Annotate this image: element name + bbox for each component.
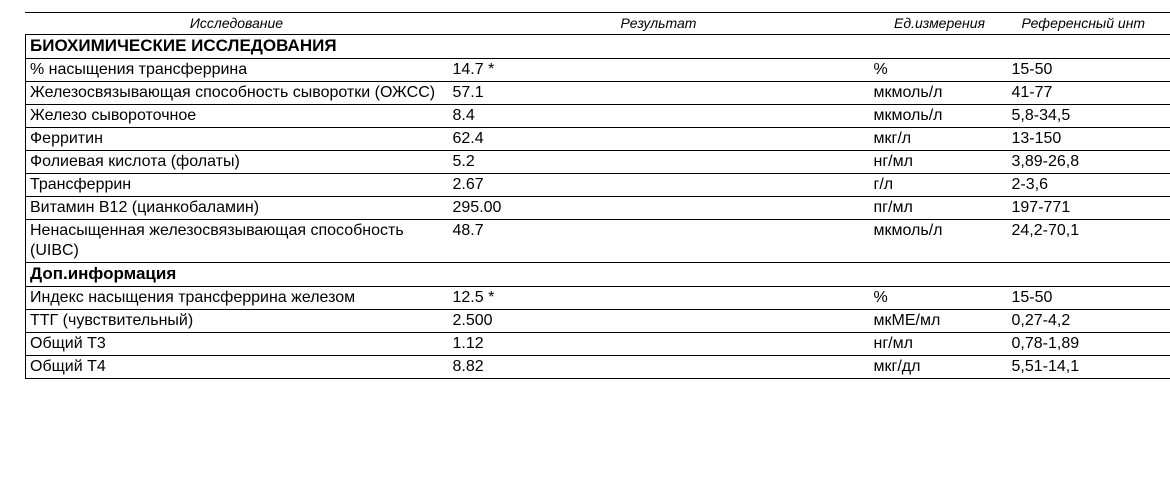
- reference-cell: 13-150: [1010, 128, 1170, 151]
- table-row: [26, 333, 1170, 356]
- section-title: БИОХИМИЧЕСКИЕ ИССЛЕДОВАНИЯ: [26, 35, 1170, 59]
- table-row: [26, 105, 1170, 128]
- section-header-row: [26, 263, 1170, 287]
- table-row: [26, 82, 1170, 105]
- reference-cell: 0,78-1,89: [1010, 333, 1170, 356]
- table-row: [26, 220, 1170, 263]
- section-header-row: [26, 35, 1170, 59]
- result-cell: 12.5 *: [448, 287, 870, 310]
- unit-cell: мкмоль/л: [870, 82, 1010, 105]
- reference-cell: 2-3,6: [1010, 174, 1170, 197]
- header-row: [26, 13, 1170, 35]
- result-cell: 5.2: [448, 151, 870, 174]
- reference-cell: 15-50: [1010, 59, 1170, 82]
- reference-cell: 5,51-14,1: [1010, 356, 1170, 379]
- unit-cell: мкг/дл: [870, 356, 1010, 379]
- test-name-cell: Индекс насыщения трансферрина железом: [26, 287, 448, 310]
- unit-cell: мкмоль/л: [870, 220, 1010, 263]
- table-row: [26, 310, 1170, 333]
- test-name-cell: Ферритин: [26, 128, 448, 151]
- header-reference: Референсный инт: [1010, 13, 1170, 35]
- reference-cell: 197-771: [1010, 197, 1170, 220]
- test-name-cell: Железосвязывающая способность сыворотки (ОЖСС): [26, 82, 448, 105]
- reference-cell: 24,2-70,1: [1010, 220, 1170, 263]
- table-row: [26, 287, 1170, 310]
- header-result: Результат: [448, 13, 870, 35]
- unit-cell: мкг/л: [870, 128, 1010, 151]
- lab-results-report: [25, 12, 1170, 379]
- unit-cell: нг/мл: [870, 333, 1010, 356]
- test-name-cell: % насыщения трансферрина: [26, 59, 448, 82]
- result-cell: 57.1: [448, 82, 870, 105]
- result-cell: 8.4: [448, 105, 870, 128]
- test-name-cell: Ненасыщенная железосвязывающая способность (UIBC): [26, 220, 448, 263]
- reference-cell: 3,89-26,8: [1010, 151, 1170, 174]
- test-name-cell: Железо сывороточное: [26, 105, 448, 128]
- test-name-cell: ТТГ (чувствительный): [26, 310, 448, 333]
- unit-cell: нг/мл: [870, 151, 1010, 174]
- result-cell: 295.00: [448, 197, 870, 220]
- unit-cell: мкмоль/л: [870, 105, 1010, 128]
- reference-cell: 5,8-34,5: [1010, 105, 1170, 128]
- table-row: [26, 151, 1170, 174]
- table-row: [26, 128, 1170, 151]
- result-cell: 2.67: [448, 174, 870, 197]
- unit-cell: %: [870, 287, 1010, 310]
- test-name-cell: Общий Т3: [26, 333, 448, 356]
- header-unit: Ед.измерения: [870, 13, 1010, 35]
- test-name-cell: Фолиевая кислота (фолаты): [26, 151, 448, 174]
- top-rule: [25, 12, 1170, 13]
- table-row: [26, 174, 1170, 197]
- reference-cell: 0,27-4,2: [1010, 310, 1170, 333]
- section-title: Доп.информация: [26, 263, 1170, 287]
- lab-results-table: [25, 12, 1170, 379]
- header-test: Исследование: [26, 13, 448, 35]
- unit-cell: г/л: [870, 174, 1010, 197]
- result-cell: 8.82: [448, 356, 870, 379]
- reference-cell: 15-50: [1010, 287, 1170, 310]
- result-cell: 14.7 *: [448, 59, 870, 82]
- test-name-cell: Трансферрин: [26, 174, 448, 197]
- table-row: [26, 197, 1170, 220]
- unit-cell: %: [870, 59, 1010, 82]
- result-cell: 1.12: [448, 333, 870, 356]
- test-name-cell: Витамин В12 (цианкобаламин): [26, 197, 448, 220]
- result-cell: 2.500: [448, 310, 870, 333]
- reference-cell: 41-77: [1010, 82, 1170, 105]
- table-row: [26, 59, 1170, 82]
- test-name-cell: Общий Т4: [26, 356, 448, 379]
- table-row: [26, 356, 1170, 379]
- result-cell: 48.7: [448, 220, 870, 263]
- unit-cell: пг/мл: [870, 197, 1010, 220]
- table-body: [26, 35, 1170, 379]
- result-cell: 62.4: [448, 128, 870, 151]
- unit-cell: мкМЕ/мл: [870, 310, 1010, 333]
